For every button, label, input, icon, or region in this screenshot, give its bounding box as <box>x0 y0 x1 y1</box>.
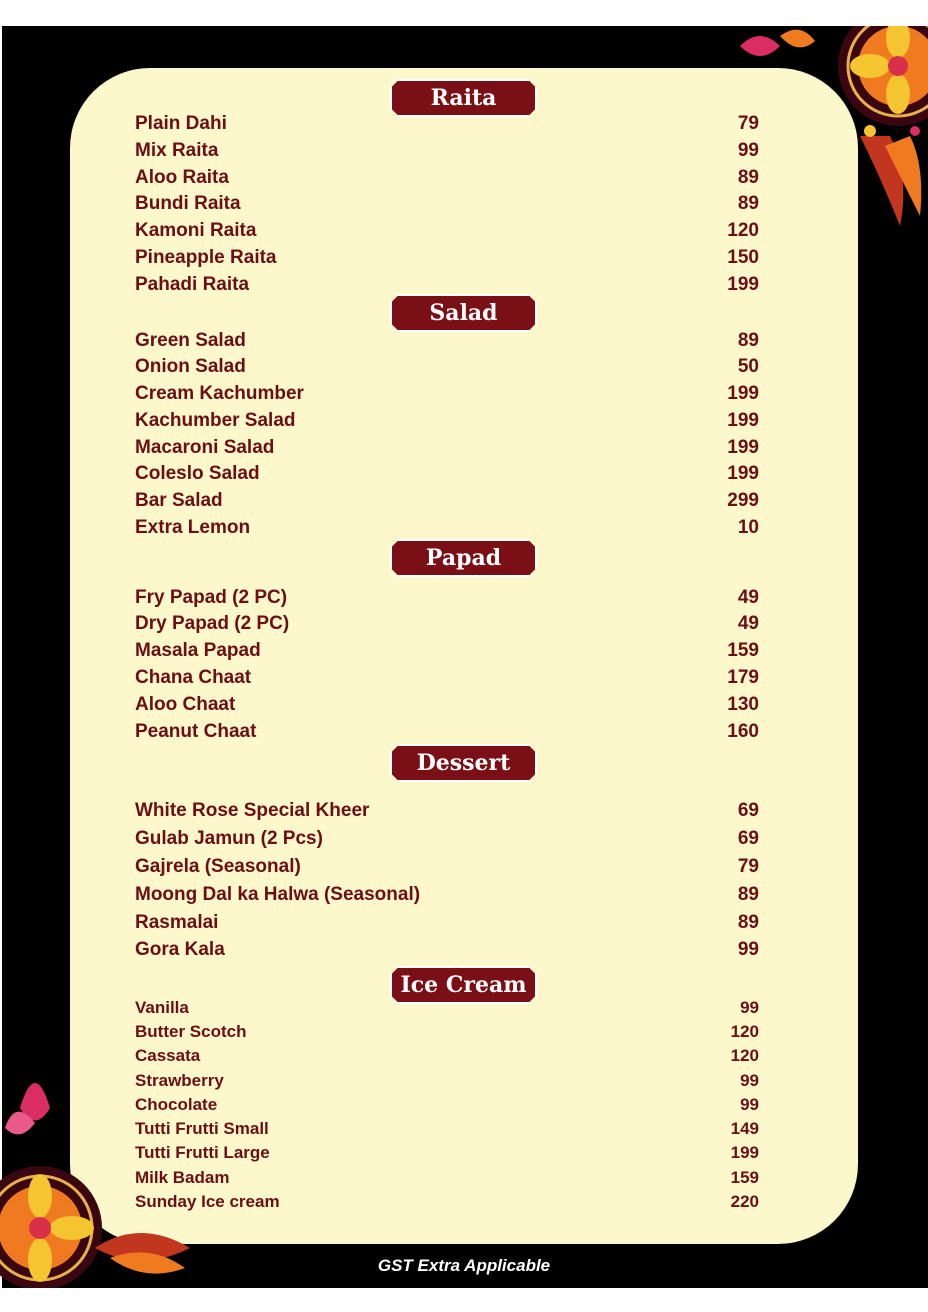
menu-item <box>135 1118 759 1140</box>
menu-item <box>135 328 759 354</box>
item-price: 50 <box>737 356 759 377</box>
menu-item <box>135 218 759 244</box>
section-title: Papad <box>425 545 502 571</box>
item-price: 99 <box>737 939 759 960</box>
section-banner <box>389 743 538 783</box>
item-name: Moong Dal ka Halwa (Seasonal) <box>135 884 421 905</box>
item-price: 120 <box>727 220 759 241</box>
item-price: 149 <box>730 1119 759 1138</box>
menu-item <box>135 1045 759 1067</box>
section-title: Salad <box>429 300 498 326</box>
menu-item <box>135 1021 759 1043</box>
item-name: Coleslo Salad <box>135 463 260 484</box>
section-banner <box>389 293 538 333</box>
item-name: Tutti Frutti Small <box>135 1119 269 1138</box>
menu-item <box>135 461 759 487</box>
item-price: 89 <box>737 884 759 905</box>
menu-item <box>135 245 759 271</box>
item-name: Extra Lemon <box>135 517 251 538</box>
item-name: Gora Kala <box>135 939 225 960</box>
menu-item <box>135 585 759 611</box>
item-price: 159 <box>730 1168 759 1187</box>
item-price: 49 <box>737 587 759 608</box>
item-price: 120 <box>730 1046 759 1065</box>
item-price: 120 <box>730 1022 759 1041</box>
item-name: Bar Salad <box>135 490 223 511</box>
item-name: Cream Kachumber <box>135 383 304 404</box>
item-price: 99 <box>740 1071 759 1090</box>
item-price: 69 <box>737 800 759 821</box>
item-name: Kamoni Raita <box>135 220 257 241</box>
item-name: Cassata <box>135 1046 201 1065</box>
item-name: Gulab Jamun (2 Pcs) <box>135 828 323 849</box>
menu-item <box>135 1142 759 1164</box>
item-price: 79 <box>737 113 759 134</box>
item-name: Dry Papad (2 PC) <box>135 613 290 634</box>
section-title: Dessert <box>416 750 511 776</box>
item-name: Pineapple Raita <box>135 247 277 268</box>
menu-item <box>135 191 759 217</box>
item-price: 69 <box>737 828 759 849</box>
item-name: Mix Raita <box>135 140 219 161</box>
item-name: Bundi Raita <box>135 193 241 214</box>
menu-item <box>135 882 759 908</box>
menu-item <box>135 1070 759 1092</box>
menu-item <box>135 165 759 191</box>
item-price: 159 <box>727 640 759 661</box>
item-name: Green Salad <box>135 330 246 351</box>
item-price: 99 <box>737 140 759 161</box>
menu-item <box>135 910 759 936</box>
item-name: Butter Scotch <box>135 1022 247 1041</box>
item-name: Gajrela (Seasonal) <box>135 856 301 877</box>
section-banner <box>389 538 538 578</box>
menu-item <box>135 826 759 852</box>
item-name: Rasmalai <box>135 912 219 933</box>
item-price: 199 <box>730 1143 759 1162</box>
item-price: 160 <box>727 721 759 742</box>
item-name: White Rose Special Kheer <box>135 800 370 821</box>
item-name: Fry Papad (2 PC) <box>135 587 288 608</box>
item-name: Vanilla <box>135 998 189 1017</box>
menu-item <box>135 854 759 880</box>
menu-item <box>135 138 759 164</box>
item-price: 199 <box>727 410 759 431</box>
menu-item <box>135 638 759 664</box>
menu-item <box>135 1191 759 1213</box>
section-title: Ice Cream <box>400 972 527 998</box>
menu-item <box>135 611 759 637</box>
item-price: 10 <box>737 517 759 538</box>
menu-item <box>135 408 759 434</box>
item-price: 199 <box>727 274 759 295</box>
item-name: Tutti Frutti Large <box>135 1143 270 1162</box>
item-name: Aloo Raita <box>135 167 229 188</box>
item-name: Macaroni Salad <box>135 437 275 458</box>
item-price: 89 <box>737 193 759 214</box>
item-name: Chocolate <box>135 1095 218 1114</box>
menu-item <box>135 488 759 514</box>
item-price: 199 <box>727 437 759 458</box>
menu-item <box>135 665 759 691</box>
menu-item <box>135 798 759 824</box>
item-price: 220 <box>730 1192 759 1211</box>
item-name: Pahadi Raita <box>135 274 250 295</box>
item-price: 299 <box>727 490 759 511</box>
item-price: 89 <box>737 167 759 188</box>
item-name: Chana Chaat <box>135 667 252 688</box>
item-price: 179 <box>727 667 759 688</box>
menu-item <box>135 692 759 718</box>
item-price: 199 <box>727 383 759 404</box>
item-price: 99 <box>740 1095 759 1114</box>
item-name: Strawberry <box>135 1071 224 1090</box>
item-price: 150 <box>727 247 759 268</box>
menu-item <box>135 111 759 137</box>
gst-note: GST Extra Applicable <box>377 1256 551 1275</box>
menu-item <box>135 381 759 407</box>
item-price: 99 <box>740 998 759 1017</box>
menu-item <box>135 1094 759 1116</box>
menu-item <box>135 354 759 380</box>
item-name: Kachumber Salad <box>135 410 296 431</box>
item-name: Aloo Chaat <box>135 694 236 715</box>
menu-item <box>135 719 759 745</box>
item-name: Masala Papad <box>135 640 261 661</box>
section-title: Raita <box>430 85 497 111</box>
menu-item <box>135 937 759 963</box>
item-name: Plain Dahi <box>135 113 227 134</box>
item-name: Onion Salad <box>135 356 246 377</box>
item-price: 49 <box>737 613 759 634</box>
item-price: 130 <box>727 694 759 715</box>
item-name: Sunday Ice cream <box>135 1192 280 1211</box>
item-name: Peanut Chaat <box>135 721 257 742</box>
item-price: 89 <box>737 912 759 933</box>
menu-item <box>135 435 759 461</box>
item-price: 79 <box>737 856 759 877</box>
item-price: 199 <box>727 463 759 484</box>
item-name: Milk Badam <box>135 1168 230 1187</box>
menu-item <box>135 1167 759 1189</box>
item-price: 89 <box>737 330 759 351</box>
menu-item <box>135 997 759 1019</box>
